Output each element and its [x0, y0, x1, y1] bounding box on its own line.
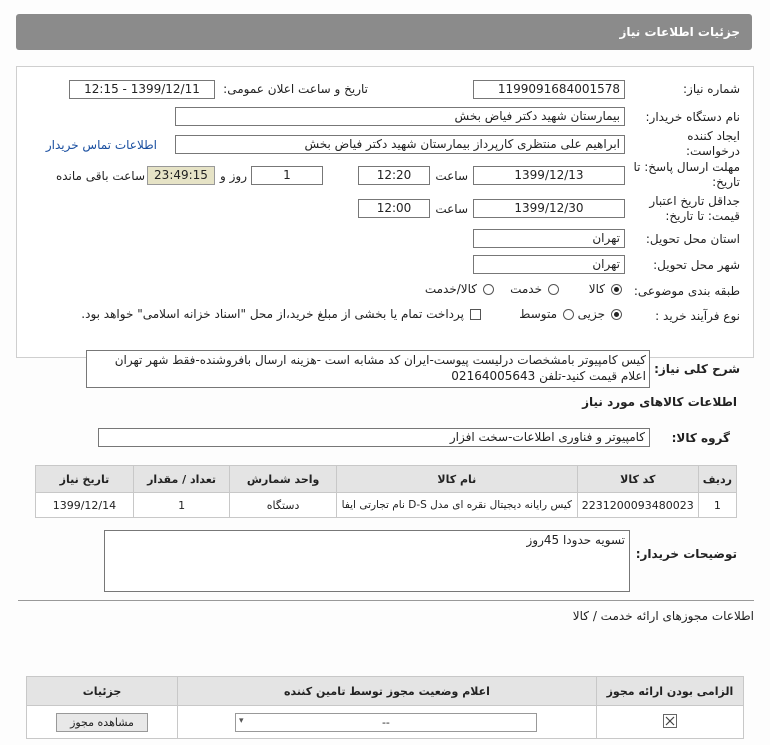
table-row	[27, 706, 744, 739]
goods-group-label: گروه کالا:	[671, 431, 730, 445]
creator-field: ابراهیم علی منتظری کارپرداز بیمارستان شهید دکتر فیاض بخش	[175, 135, 625, 154]
city-field: تهران	[473, 255, 625, 274]
process-label: نوع فرآیند خرید :	[655, 309, 740, 323]
description-box: کیس کامپیوتر بامشخصات درلیست پیوست-ایران کد مشابه است -هزینه ارسال بافروشنده-فقط شهر تهران اعلام قیمت کنید-تلفن 02164005643	[86, 350, 650, 388]
process-option-minor: جزیی	[577, 307, 605, 321]
description-label: شرح کلی نیاز:	[654, 362, 740, 376]
category-option-goods-service: کالا/خدمت	[424, 282, 477, 296]
cell-quantity: 1	[133, 493, 229, 518]
permits-section-title: اطلاعات مجوزهای ارائه خدمت / کالا	[572, 609, 754, 623]
cell-unit: دستگاه	[230, 493, 337, 518]
deadline-time-field: 12:20	[358, 166, 430, 185]
category-radio-service[interactable]	[548, 284, 559, 295]
treasury-payment-checkbox[interactable]	[470, 309, 481, 320]
cell-permit-details	[27, 706, 178, 739]
cell-goods-name: کیس رایانه دیجیتال نقره ای مدل D-S نام تجارتی ایفا	[336, 493, 577, 518]
col-row-number: ردیف	[698, 466, 736, 493]
category-radio-goods-service[interactable]	[483, 284, 494, 295]
province-label: استان محل تحویل:	[645, 232, 740, 246]
validity-date-field: 1399/12/30	[473, 199, 625, 218]
category-option-goods: کالا	[588, 282, 605, 296]
col-permit-required: الزامی بودن ارائه مجوز	[596, 677, 743, 706]
col-quantity: تعداد / مقدار	[133, 466, 229, 493]
creator-label: ایجاد کننده درخواست:	[686, 129, 740, 158]
col-permit-status: اعلام وضعیت مجوز توسط تامین کننده	[178, 677, 597, 706]
process-radio-medium[interactable]	[563, 309, 574, 320]
checked-box-icon	[663, 714, 677, 728]
col-goods-name: نام کالا	[336, 466, 577, 493]
city-label: شهر محل تحویل:	[653, 258, 740, 272]
remaining-time-field: 23:49:15	[147, 166, 215, 185]
page-title-bar	[16, 14, 752, 50]
need-number-field: 1199091684001578	[473, 80, 625, 99]
cell-permit-status	[178, 706, 597, 739]
contact-buyer-link[interactable]: اطلاعات تماس خریدار	[45, 138, 157, 152]
buyer-field: بیمارستان شهید دکتر فیاض بخش	[175, 107, 625, 126]
table-row	[36, 493, 737, 518]
permits-table-header	[27, 677, 744, 706]
permits-table-wrapper	[26, 676, 744, 739]
need-number-label: شماره نیاز:	[683, 82, 740, 96]
announce-field: 1399/12/11 - 12:15	[69, 80, 215, 99]
deadline-time-label: ساعت	[435, 169, 468, 183]
validity-time-label: ساعت	[435, 202, 468, 216]
category-label: طبقه بندی موضوعی:	[633, 284, 740, 298]
chevron-down-icon: ▾	[238, 715, 244, 726]
days-remaining-field: 1	[251, 166, 323, 185]
goods-table-wrapper	[35, 465, 737, 518]
deadline-date-field: 1399/12/13	[473, 166, 625, 185]
buyer-notes-box: تسویه حدودا 45روز	[104, 530, 630, 592]
col-permit-details: جزئیات	[27, 677, 178, 706]
cell-need-date: 1399/12/14	[36, 493, 134, 518]
validity-time-field: 12:00	[358, 199, 430, 218]
goods-section-title: اطلاعات کالاهای مورد نیاز	[582, 395, 737, 409]
cell-permit-required	[596, 706, 743, 739]
buyer-label: نام دستگاه خریدار:	[645, 110, 740, 124]
process-option-medium: متوسط	[519, 307, 557, 321]
remaining-time-label: ساعت باقی مانده	[55, 169, 145, 183]
section-divider	[18, 600, 754, 601]
col-need-date: تاریخ نیاز	[36, 466, 134, 493]
announce-label: تاریخ و ساعت اعلان عمومی:	[223, 82, 368, 96]
view-permit-button[interactable]: مشاهده مجوز	[56, 713, 148, 732]
treasury-payment-note: پرداخت تمام یا بخشی از مبلغ خرید،از محل "اسناد خزانه اسلامی" خواهد بود.	[81, 307, 464, 321]
permits-table	[26, 676, 744, 739]
goods-table	[35, 465, 737, 518]
category-radio-goods[interactable]	[611, 284, 622, 295]
deadline-label: مهلت ارسال پاسخ: تا تاریخ:	[633, 160, 740, 189]
permit-status-select-value: --	[381, 715, 390, 729]
validity-label: جداقل تاریخ اعتبار قیمت: تا تاریخ:	[649, 194, 740, 223]
process-radio-minor[interactable]	[611, 309, 622, 320]
page-title: جزئیات اطلاعات نیاز	[619, 25, 740, 39]
cell-goods-code: 2231200093480023	[577, 493, 698, 518]
col-goods-code: کد کالا	[577, 466, 698, 493]
days-label: روز و	[220, 169, 247, 183]
col-unit: واحد شمارش	[230, 466, 337, 493]
cell-row-number: 1	[698, 493, 736, 518]
permit-status-select[interactable]	[235, 713, 537, 732]
province-field: تهران	[473, 229, 625, 248]
category-option-service: خدمت	[510, 282, 542, 296]
buyer-notes-label: توضیحات خریدار:	[635, 547, 737, 561]
goods-group-field: کامپیوتر و فناوری اطلاعات-سخت افزار	[98, 428, 650, 447]
goods-table-header	[36, 466, 737, 493]
